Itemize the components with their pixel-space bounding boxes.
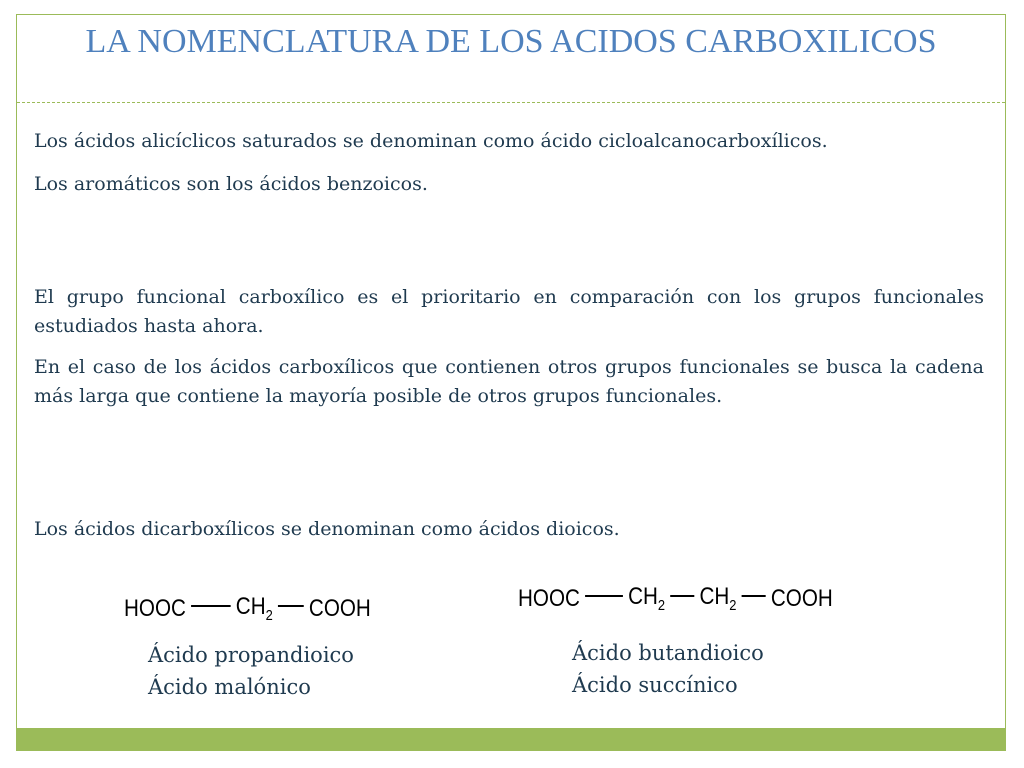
name-propandioic-iupac: Ácido propandioico <box>148 643 354 667</box>
title-divider <box>17 102 1005 103</box>
name-propandioic-common: Ácido malónico <box>148 675 311 699</box>
formula-group-hooc: HOOC <box>518 584 580 612</box>
paragraph-dicarboxylic: Los ácidos dicarboxílicos se denominan como ácidos dioicos. <box>34 518 620 540</box>
name-butandioic-common: Ácido succínico <box>572 673 738 697</box>
formula-group-hooc: HOOC <box>124 594 186 622</box>
formula-butandioic <box>518 583 833 614</box>
slide-title: LA NOMENCLATURA DE LOS ACIDOS CARBOXILICOS <box>85 23 937 60</box>
formula-group-ch2: $CH_2$ <box>699 583 737 614</box>
bond-line <box>585 595 623 597</box>
paragraph-longest-chain: En el caso de los ácidos carboxílicos que contienen otros grupos funcionales se busca la cadena más larga que contiene la mayoría posible de otros grupos funcionales. <box>34 356 984 407</box>
formula-group-cooh: COOH <box>770 584 833 612</box>
bond-line <box>278 605 304 607</box>
paragraph-aromatic: Los aromáticos son los ácidos benzoicos. <box>34 173 428 195</box>
footer-bar <box>17 728 1006 750</box>
formula-propandioic <box>124 593 371 624</box>
formula-group-cooh: COOH <box>308 594 371 622</box>
formula-group-ch2: $CH_2$ <box>235 593 273 624</box>
paragraph-alicyclic: Los ácidos alicíclicos saturados se denominan como ácido cicloalcanocarboxílicos. <box>34 130 828 152</box>
bond-line <box>742 595 766 597</box>
bond-line <box>191 605 231 607</box>
formula-group-ch2: $CH_2$ <box>628 583 666 614</box>
name-butandioic-iupac: Ácido butandioico <box>572 641 764 665</box>
bond-line <box>670 595 694 597</box>
paragraph-priority: El grupo funcional carboxílico es el prioritario en comparación con los grupos funcionales estudiados hasta ahora. <box>34 286 984 337</box>
